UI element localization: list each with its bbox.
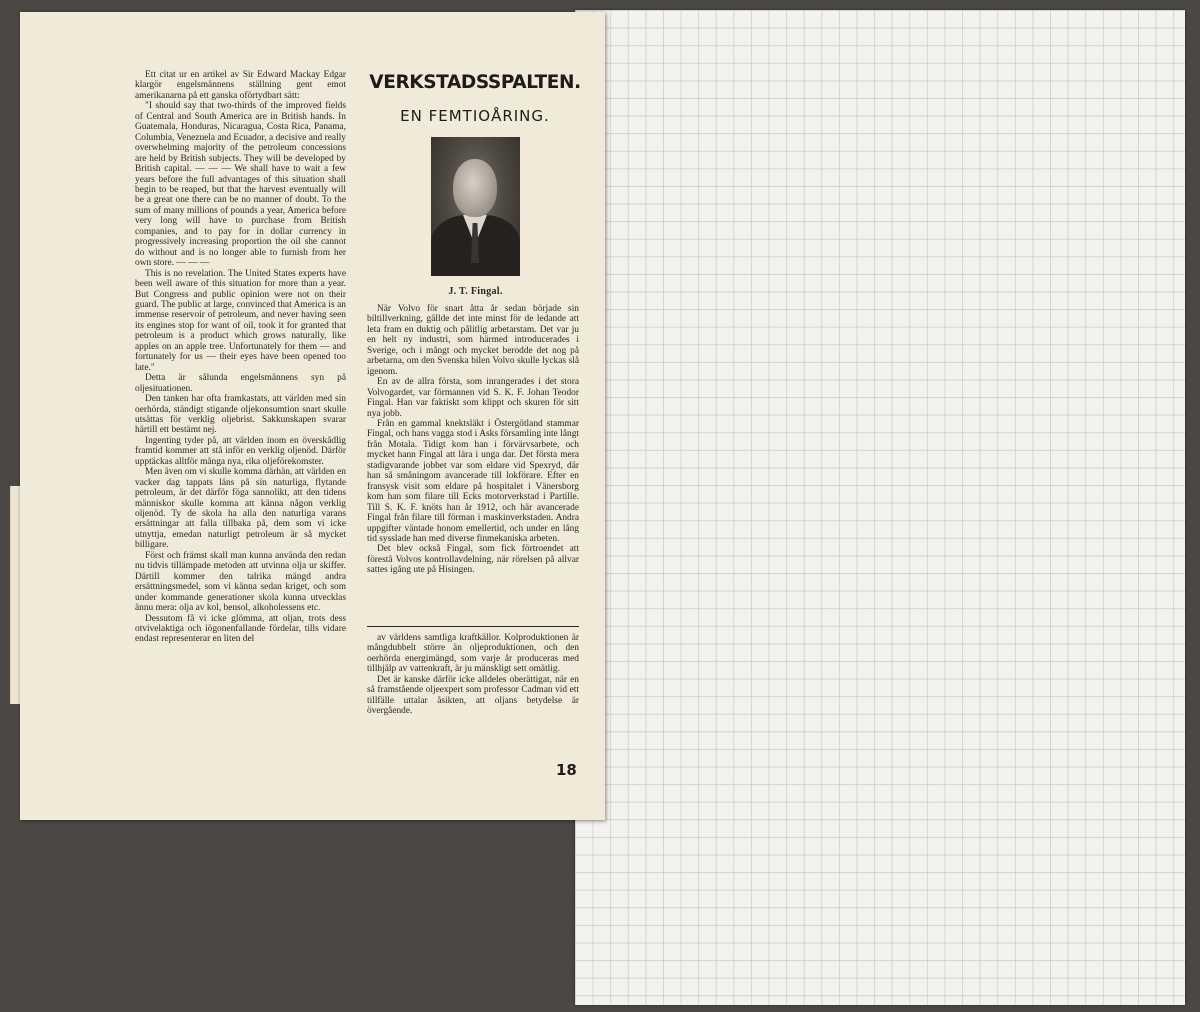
column-heading: VERKSTADSSPALTEN. — [369, 72, 581, 93]
right-article-column — [367, 304, 579, 576]
photo-caption: J. T. Fingal. — [448, 286, 503, 297]
article-title: EN FEMTIOÅRING. — [400, 107, 550, 125]
paragraph: Detta är sålunda engelsmännens syn på oljesituationen. — [135, 373, 346, 394]
paragraph: "I should say that two-thirds of the improved fields of Central and South America are in British hands. In Guatemala, Honduras, Nicaragua, Costa Rica, Panama, Columbia, Venezuela and Ecuador, a decisive and really overwhelming majority of the petroleum concessions are held by British subjects. They will be developed by British capital. — — — We shall have to wait a few years before the full advantages of this situation shall begin to be reaped, but that the harvest eventually will be a great one there can be no manner of doubt. To the sum of many millions of pounds a year, America before very long will have to purchase from British companies, and to pay for in dollar currency in progressively increasing proportion the oil she cannot do without and is no longer able to furnish from her own store. — — — — [135, 101, 346, 269]
paragraph: Ett citat ur en artikel av Sir Edward Mackay Edgar klargör engelsmännens ställning gent emot amerikanarna på ett ganska oförtydbart sätt: — [135, 70, 346, 101]
paragraph: This is no revelation. The United States experts have been well aware of this situation for more than a year. But Congress and public opinion were not on their guard. The public at large, convinced that America is an immense reservoir of petroleum, and never having seen its engines stop for want of oil, took it for granted that petroleum is a product which grows naturally, like apples on an apple tree. Unfortunately for them — and fortunately for us — their eyes have been opened too late." — [135, 268, 346, 373]
paragraph: av världens samtliga kraftkällor. Kolproduktionen är mångdubbelt större än oljeproduktionen, och den oerhörda energimängd, som varje år produceras med tillhjälp av vattenkraft, är ju mänskligt sett omätlig. — [367, 633, 579, 675]
left-article-column — [135, 70, 346, 645]
grid-paper-sheet — [575, 10, 1185, 1005]
portrait-photo — [431, 137, 520, 276]
paragraph: Från en gammal knektsläkt i Östergötland stammar Fingal, och hans vagga stod i Asks församling inte långt från Motala. Tidigt kom han i förvärvsarbete, och mycket hann Fingal att lära i unga dar. Det första mera stadigvarande jobbet var som eldare vid Spexryd, där han så småningom avancerade till lokförare. Efter en fransysk visit som eldare på hospitalet i Vänersborg kom han som filare till Ecks motorverkstad i Partille. Till S. K. F. knöts han år 1912, och här avancerade Fingal från filare till förman i maskinverkstaden. Andra uppgifter väntade honom emellertid, och under en lång tid sysslade han med diverse finmekaniska arbeten. — [367, 418, 579, 544]
paragraph: Ingenting tyder på, att världen inom en överskådlig framtid kommer att stå inför en verklig oljenöd. Därför upptäckas alltför många nya, rika oljeförekomster. — [135, 435, 346, 467]
portrait-head — [453, 159, 497, 217]
page-number: 18 — [556, 761, 577, 779]
paragraph: Det blev också Fingal, som fick förtroendet att förestå Volvos kontrollavdelning, när rörelsen på allvar sattes igång ute på Hisingen. — [367, 544, 579, 576]
paragraph: En av de allra första, som inrangerades i det stora Volvogardet, var förmannen vid S. K. F. Johan Teodor Fingal. Han var faktiskt som klippt och skuren för sitt nya jobb. — [367, 377, 579, 419]
section-divider — [367, 626, 579, 627]
paragraph: När Volvo för snart åtta år sedan började sin biltillverkning, gällde det inte minst för de ledande att leta fram en duktig och pålitlig arbetarstam. Det var ju en helt ny industri, som härmed introducerades i Sverige, och i mångt och mycket berodde det nog på arbetarna, om den Svenska bilen Volvo skulle lyckas slå igenom. — [367, 304, 579, 377]
paragraph: Först och främst skall man kunna använda den redan nu tidvis tillämpade metoden att utvinna olja ur skiffer. Därtill kommer den talrika mängd andra ersättningsmedel, som vi känna sedan kriget, och som under kommande generationer skola kunna utvecklas ännu mera: olja av kol, bensol, alkoholessens etc. — [135, 550, 346, 614]
paragraph: Men även om vi skulle komma därhän, att världen en vacker dag tappats läns på sin naturliga, flytande petroleum, är det därför föga sannolikt, att den tidens människor skulle komma att känna någon verklig oljenöd. Ty de skola ha alla den naturliga varans ersättningar att falla tillbaka på, dem som vi icke utnyttja, emedan naturligt petroleum är så mycket billigare. — [135, 467, 346, 551]
paragraph: Dessutom få vi icke glömma, att oljan, trots dess otvivelaktiga och iögonenfallande fördelar, tills vidare endast representerar en liten del — [135, 613, 346, 645]
paragraph: Den tanken har ofta framkastats, att världen med sin oerhörda, ständigt stigande oljekonsumtion snart skulle utsättas för verklig oljebrist. Sakkunskapen svarar härtill ett bestämt nej. — [135, 394, 346, 436]
paragraph: Det är kanske därför icke alldeles oberättigat, när en så framstående oljeexpert som professor Cadman vid ett tillfälle uttalar åsikten, att oljans betydelse är övergående. — [367, 674, 579, 717]
continued-article-column — [367, 633, 579, 717]
